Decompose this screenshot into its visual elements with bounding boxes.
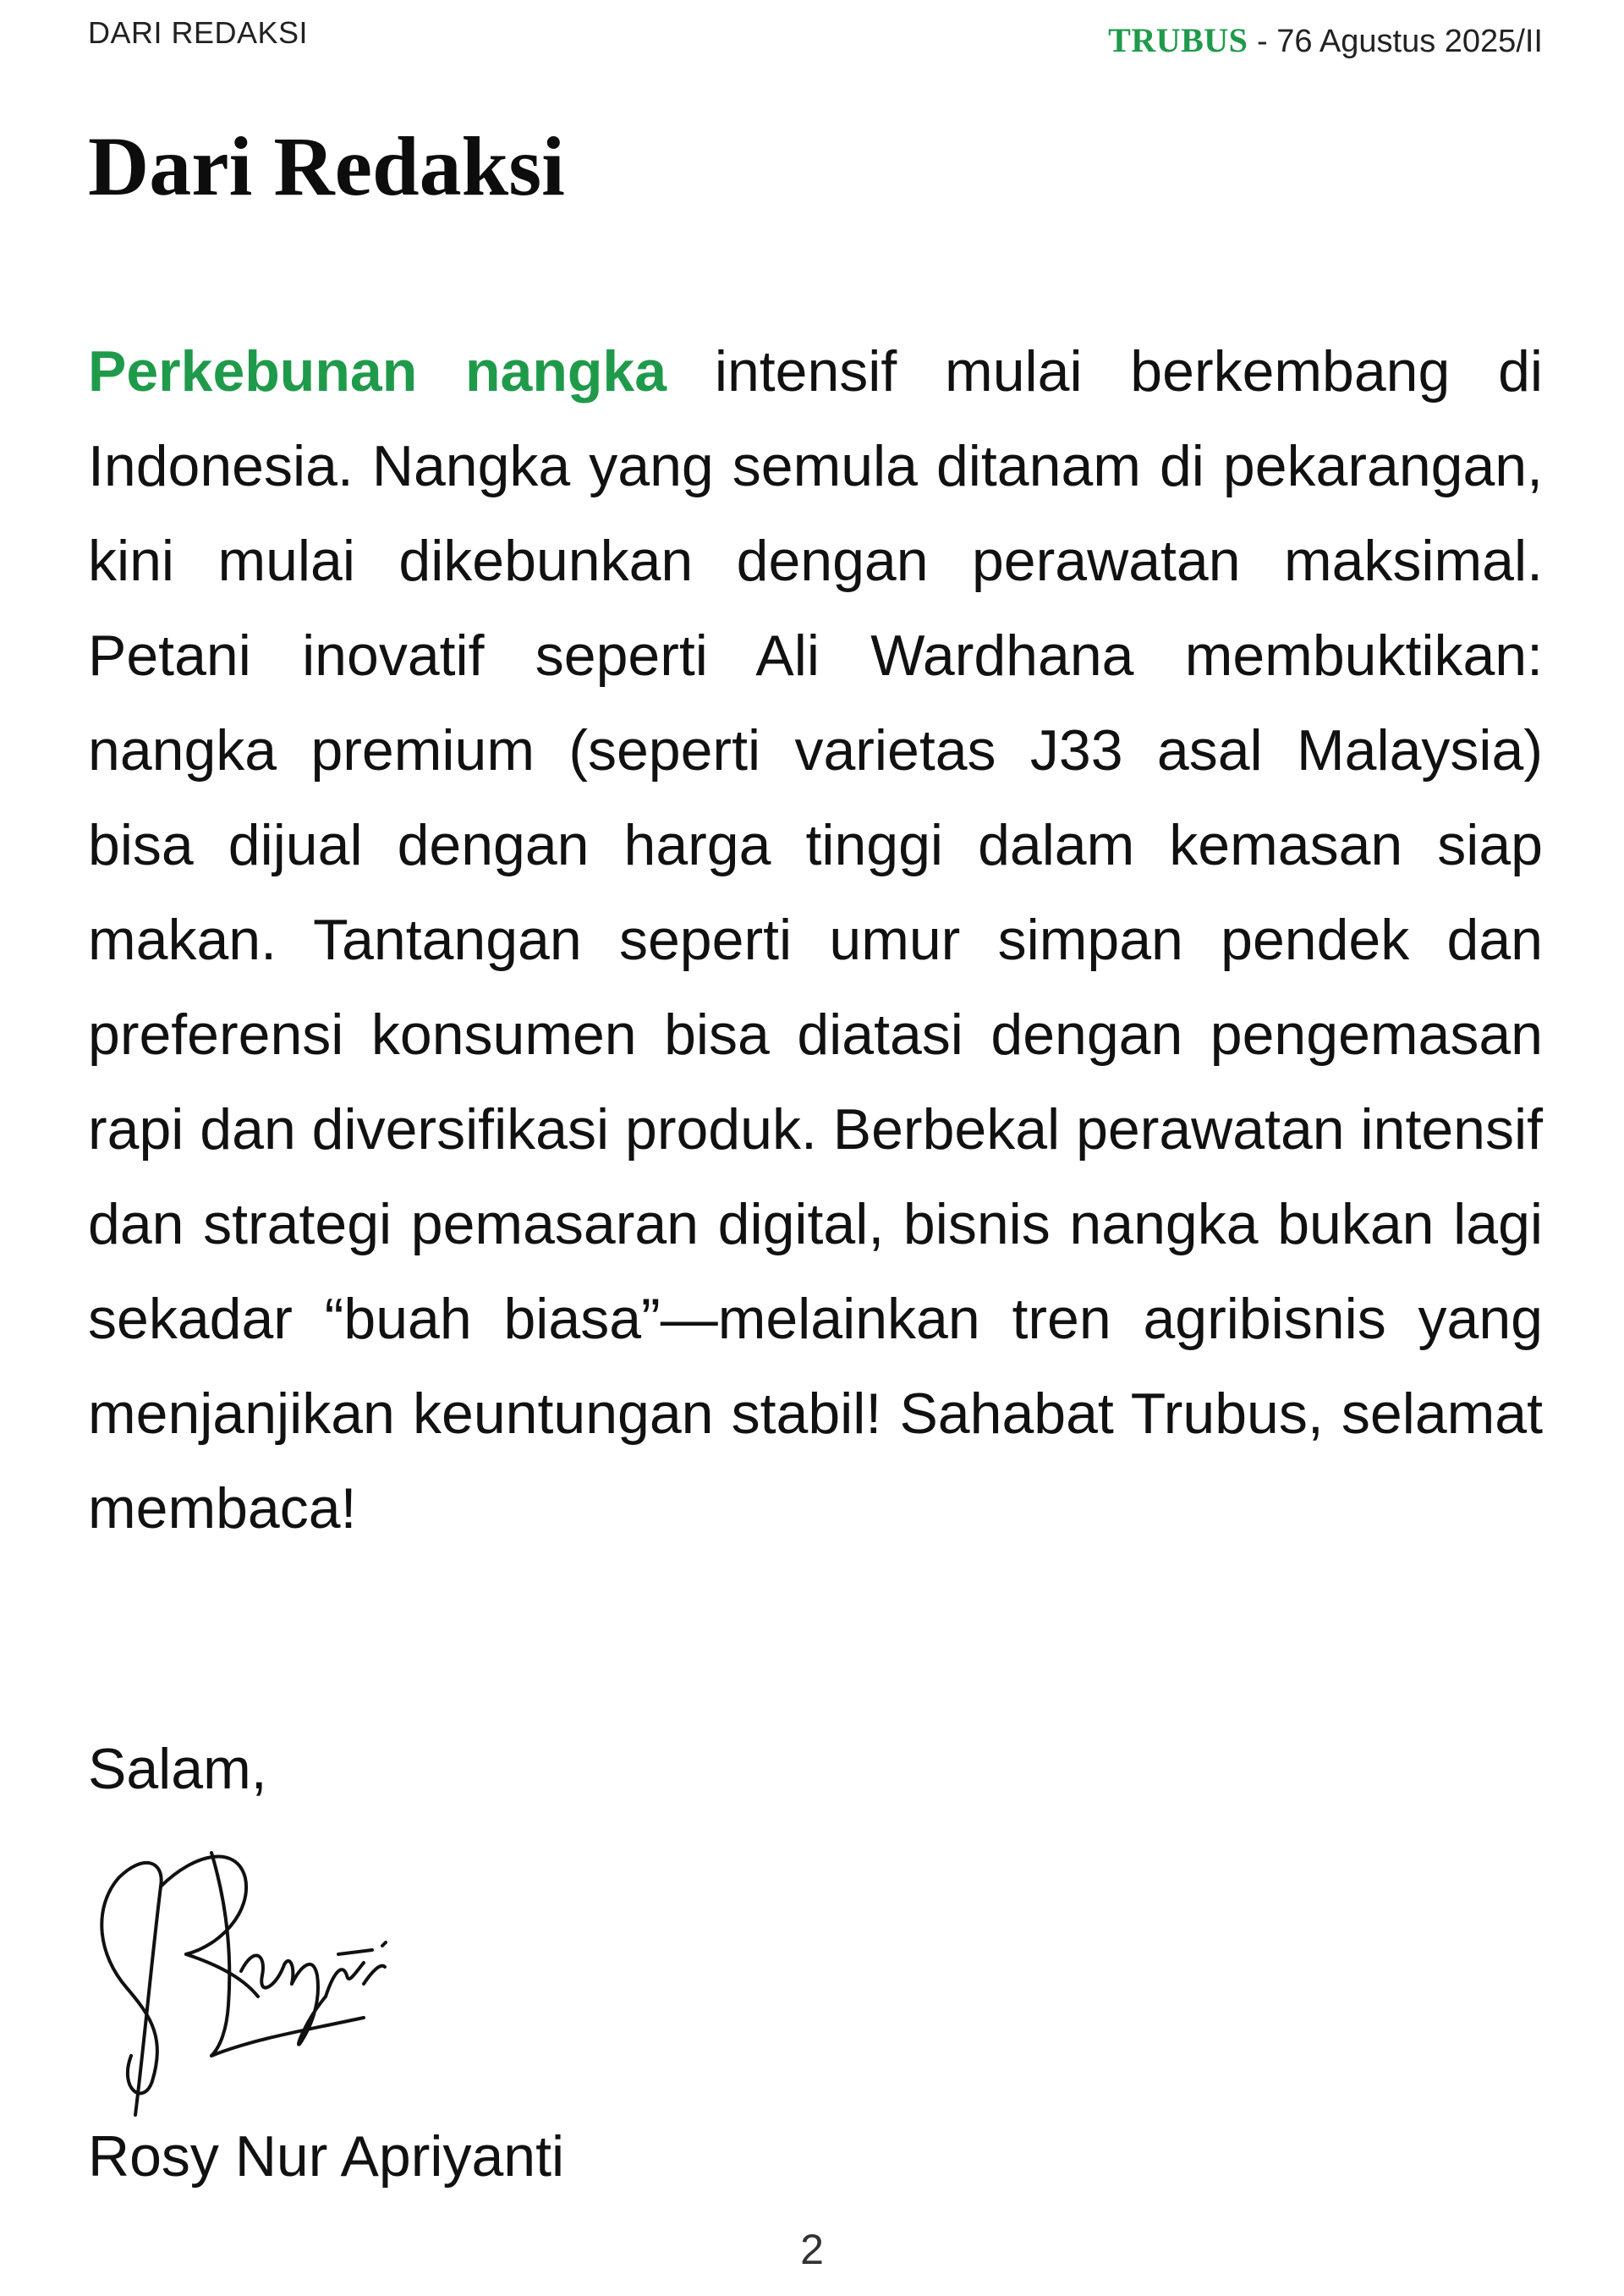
signature-icon (85, 1827, 440, 2132)
salutation: Salam, (88, 1737, 267, 1801)
issue-header (1108, 20, 1543, 60)
page-number: 2 (800, 2226, 824, 2273)
author-name: Rosy Nur Apriyanti (88, 2124, 565, 2189)
section-label: DARI REDAKSI (88, 15, 309, 50)
body-paragraph: intensif mulai berkembang di Indonesia. Nangka yang semula ditanam di pekarangan, kini mulai dikebunkan dengan perawatan maksimal. Petani inovatif seperti Ali Wardhana membuktikan: nangka premium (seperti varietas J33 asal Malaysia) bisa dijual dengan harga tinggi dalam kemasan siap makan. Tantangan seperti umur simpan pendek dan preferensi konsumen bisa diatasi dengan pengemasan rapi dan diversifikasi produk. Berbekal perawatan intensif dan strategi pemasaran digital, bisnis nangka bukan lagi sekadar “buah biasa”—melainkan tren agribisnis yang menjanjikan keuntungan stabil! Sahabat Trubus, selamat membaca! (88, 339, 1544, 1541)
lead-phrase: Perkebunan nangka (88, 339, 667, 404)
brand-logo: TRUBUS (1108, 21, 1248, 59)
editorial-body (88, 324, 1543, 1556)
issue-info: - 76 Agustus 2025/II (1248, 24, 1543, 59)
page-title: Dari Redaksi (88, 119, 565, 213)
